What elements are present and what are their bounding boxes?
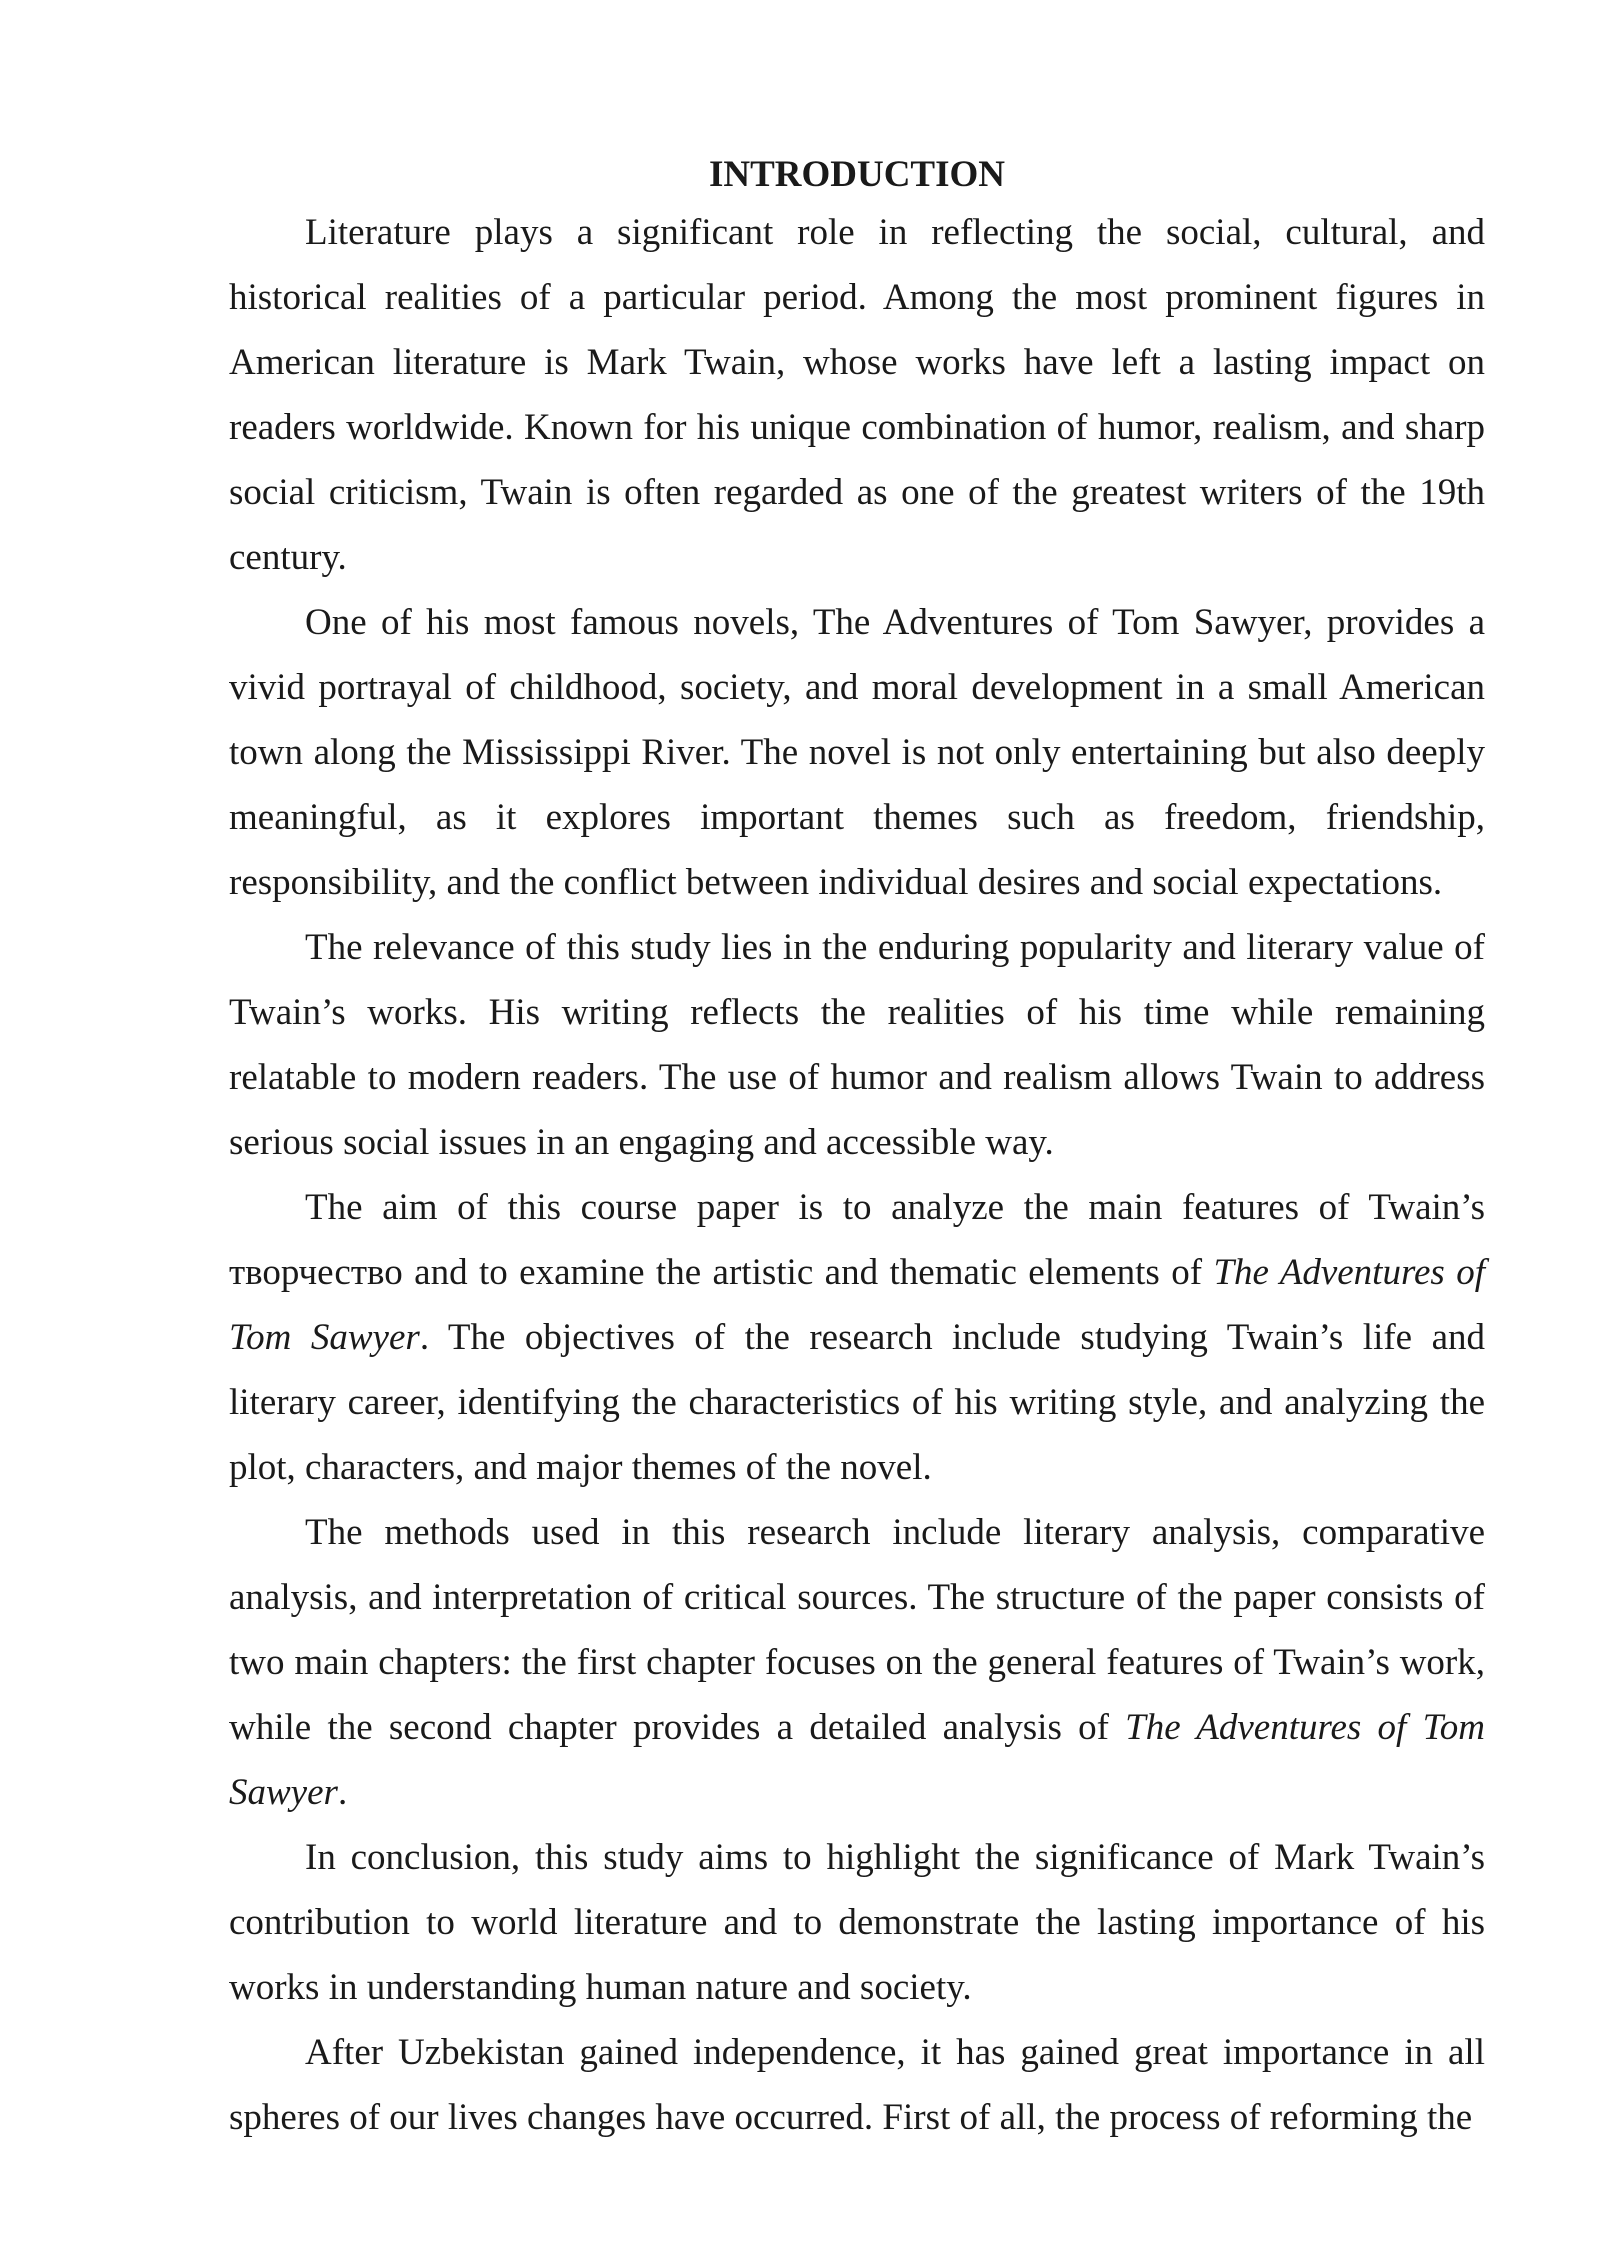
text-run: Literature plays a significant role in reflecting the social, cultural, and historical realities of a particular period. Among the most prominent figures in American literature is Mark Twain, whose works have left a lasting impact on readers worldwide. Known for his unique combination of humor, realism, and sharp social criticism, Twain is often regarded as one of the greatest writers of the 19th century. [229, 212, 1485, 578]
paragraph-4 [229, 1175, 1485, 1500]
text-run: In conclusion, this study aims to highlight the significance of Mark Twain’s contribution to world literature and to demonstrate the lasting importance of his works in understanding human nature and society. [229, 1837, 1485, 2008]
text-run: The relevance of this study lies in the enduring popularity and literary value of Twain’s works. His writing reflects the realities of his time while remaining relatable to modern readers. The use of humor and realism allows Twain to address serious social issues in an engaging and accessible way. [229, 927, 1485, 1163]
text-run: After Uzbekistan gained independence, it has gained great importance in all spheres of our lives changes have occurred. First of all, the process of reforming the [229, 2032, 1485, 2138]
paragraph-6 [229, 1825, 1485, 2020]
document-page [229, 150, 1485, 2150]
text-run: The aim of this course paper is to analyze the main features of Twain’s творчество and to examine the artistic and thematic elements of [229, 1187, 1485, 1293]
text-run: . [337, 1772, 348, 1813]
paragraph-2 [229, 590, 1485, 915]
italic-title-run: The Adventures of Tom Sawyer [229, 1707, 1485, 1813]
paragraph-5 [229, 1500, 1485, 1825]
paragraph-3 [229, 915, 1485, 1175]
text-run: The methods used in this research include literary analysis, comparative analysis, and interpretation of critical sources. The structure of the paper consists of two main chapters: the first chapter focuses on the general features of Twain’s work, while the second chapter provides a detailed analysis of [229, 1512, 1485, 1748]
text-run: . The objectives of the research include studying Twain’s life and literary career, identifying the characteristics of his writing style, and analyzing the plot, characters, and major themes of the novel. [229, 1317, 1486, 1488]
paragraph-7 [229, 2020, 1485, 2150]
document-body [229, 200, 1485, 2150]
page-title: INTRODUCTION [708, 154, 1006, 195]
paragraph-1 [229, 200, 1485, 590]
text-run: One of his most famous novels, The Adventures of Tom Sawyer, provides a vivid portrayal of childhood, society, and moral development in a small American town along the Mississippi River. The novel is not only entertaining but also deeply meaningful, as it explores important themes such as freedom, friendship, responsibility, and the conflict between individual desires and social expectations. [229, 602, 1485, 903]
italic-title-run: The Adventures of Tom Sawyer [229, 1252, 1486, 1358]
